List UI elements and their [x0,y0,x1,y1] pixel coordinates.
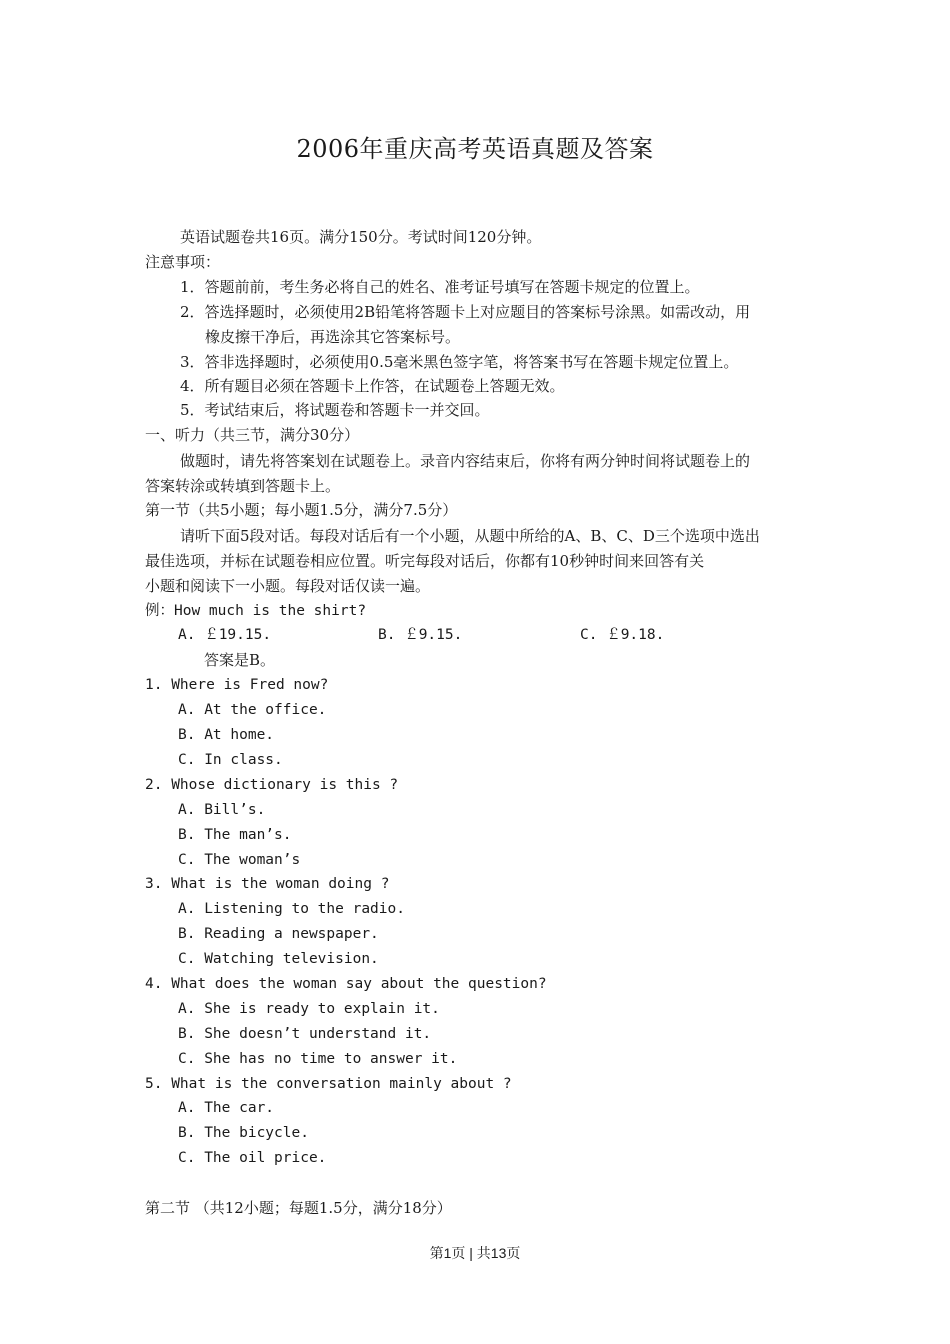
question-option: C. The woman’s [178,852,301,868]
note-item: 1．答题前前，考生务必将自己的姓名、准考证号填写在答题卡规定的位置上。 [180,278,700,296]
question-option: B. The man’s. [178,827,292,843]
section1-instruction: 最佳选项，并标在试题卷相应位置。听完每段对话后，你都有10秒钟时间来回答有关 [145,552,705,570]
page-footer: 第1页 | 共13页 [429,1245,521,1261]
example-option: C. ￡9.18. [580,627,665,643]
section1-instruction: 请听下面5段对话。每段对话后有一个小题，从题中所给的A、B、C、D三个选项中选出 [180,527,760,545]
note-item: 橡皮擦干净后，再选涂其它答案标号。 [205,328,461,346]
question-text: 2. Whose dictionary is this ? [145,777,399,793]
question-text: 5. What is the conversation mainly about ? [145,1076,512,1092]
question-option: C. In class. [178,752,283,768]
example-option: A. ￡19.15. [178,627,272,643]
section1-instruction: 小题和阅读下一小题。每段对话仅读一遍。 [145,577,431,595]
note-item: 2．答选择题时，必须使用2B铅笔将答题卡上对应题目的答案标号涂黑。如需改动，用 [180,303,751,321]
question-option: B. Reading a newspaper. [178,926,379,942]
question-text: 4. What does the woman say about the question? [145,976,547,992]
part1-heading: 一、听力（共三节，满分30分） [145,426,360,444]
note-item: 5．考试结束后，将试题卷和答题卡一并交回。 [180,401,490,419]
note-item: 3．答非选择题时，必须使用0.5毫米黑色签字笔，将答案书写在答题卡规定位置上。 [180,353,739,371]
question-option: A. The car. [178,1100,275,1116]
question-text: 3. What is the woman doing ? [145,876,390,892]
part1-instruction: 做题时，请先将答案划在试题卷上。录音内容结束后，你将有两分钟时间将试题卷上的 [180,452,751,470]
question-option: C. She has no time to answer it. [178,1051,458,1067]
section2-heading: 第二节 （共12小题；每题1.5分，满分18分） [145,1199,452,1217]
question-option: C. Watching television. [178,951,379,967]
example-answer: 答案是B。 [204,651,276,669]
example-option: B. ￡9.15. [378,627,463,643]
question-option: B. She doesn’t understand it. [178,1026,432,1042]
question-option: C. The oil price. [178,1150,327,1166]
question-text: 1. Where is Fred now? [145,677,329,693]
question-option: A. She is ready to explain it. [178,1001,440,1017]
example-question: 例：How much is the shirt? [145,603,367,619]
question-option: A. Listening to the radio. [178,901,405,917]
note-item: 4．所有题目必须在答题卡上作答，在试题卷上答题无效。 [180,377,565,395]
part1-instruction: 答案转涂或转填到答题卡上。 [145,477,341,495]
section1-heading: 第一节（共5小题；每小题1.5分，满分7.5分） [145,501,458,519]
question-option: B. At home. [178,727,275,743]
question-option: A. Bill’s. [178,802,266,818]
notes-heading: 注意事项： [145,253,221,271]
page-title: 2006年重庆高考英语真题及答案 [296,135,654,163]
question-option: B. The bicycle. [178,1125,309,1141]
intro-text: 英语试题卷共16页。满分150分。考试时间120分钟。 [180,228,542,246]
question-option: A. At the office. [178,702,327,718]
